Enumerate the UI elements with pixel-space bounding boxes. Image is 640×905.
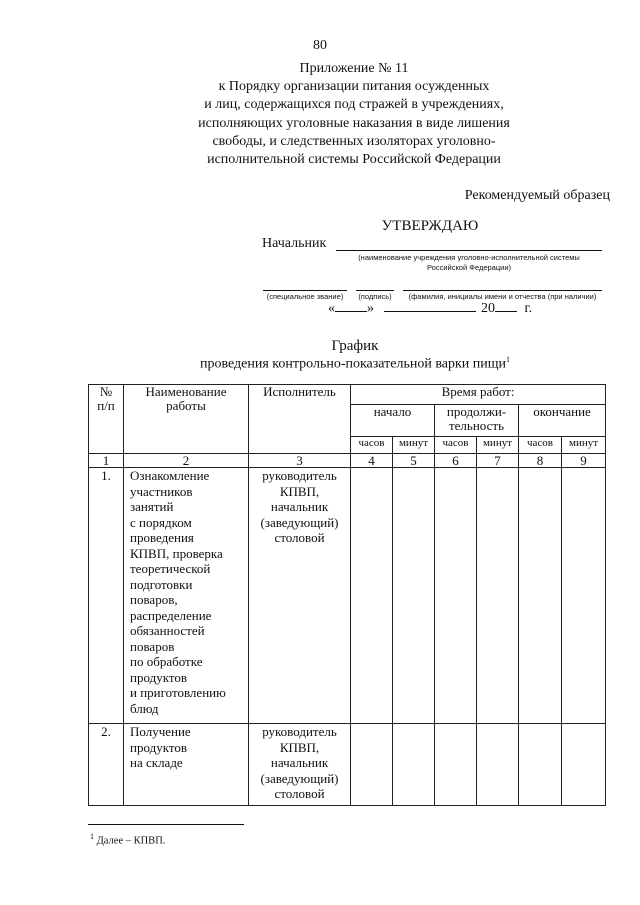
table-row [89,724,606,806]
time-cell [519,468,562,724]
schedule-subtitle: проведения контрольно-показательной варки пищи$^1$ [199,355,511,372]
row-number: 2. [89,724,124,806]
header-duration: продолжи- тельность [435,405,519,437]
header-work-time: Время работ: [351,385,606,405]
time-cell [351,468,393,724]
appendix-header [0,60,640,169]
header-minutes: минут [393,437,435,454]
appendix-line: свободы, и следственных изоляторах уголовно- [212,133,496,149]
appendix-line: исполняющих уголовные наказания в виде лишения [198,115,510,131]
institution-caption: (наименование учреждения уголовно-исполнительной системы Российской Федерации) [358,253,580,272]
column-number: 8 [519,454,562,468]
column-number: 7 [477,454,519,468]
executor-cell: руководитель КПВП, начальник (заведующий) столовой [249,724,351,806]
executor-cell: руководитель КПВП, начальник (заведующий) столовой [249,468,351,724]
time-cell [393,724,435,806]
schedule-title: График [331,338,379,354]
header-num: № п/п [89,385,124,454]
rank-line [263,290,347,291]
row-number: 1. [89,468,124,724]
time-cell [435,724,477,806]
column-number: 3 [249,454,351,468]
time-cell [435,468,477,724]
time-cell [351,724,393,806]
header-start: начало [351,405,435,437]
column-number: 5 [393,454,435,468]
time-cell [562,724,606,806]
header-hours: часов [435,437,477,454]
time-cell [477,724,519,806]
header-hours: часов [351,437,393,454]
header-work-name: Наименование работы [124,385,249,454]
footnote-separator [88,824,244,825]
footnote: $^1$ Далее – КПВП. [90,832,166,847]
approval-date: « » 20 г. [328,301,533,316]
appendix-line: и лиц, содержащихся под стражей в учреждениях, [204,97,504,113]
appendix-line: к Порядку организации питания осужденных [218,79,490,95]
column-number: 2 [124,454,249,468]
time-cell [477,468,519,724]
header-hours: часов [519,437,562,454]
signature-caption: (подпись) [358,292,392,301]
appendix-title: Приложение № 11 [299,61,409,76]
header-executor: Исполнитель [249,385,351,454]
column-number: 4 [351,454,393,468]
time-cell [519,724,562,806]
header-minutes: минут [477,437,519,454]
schedule-table [88,384,606,806]
rank-caption: (специальное звание) [266,292,344,301]
header-minutes: минут [562,437,606,454]
table-row [89,468,606,724]
column-number: 6 [435,454,477,468]
name-line [403,290,602,291]
approval-heading: УТВЕРЖДАЮ [381,218,479,234]
time-cell [393,468,435,724]
signature-line [356,290,394,291]
work-name-cell: Ознакомление участников занятий с порядком проведения КПВП, проверка теоретической подготовки поваров, распределение обязанностей поваров по обработке продуктов и приготовлению блюд [124,468,249,724]
institution-line [336,250,602,251]
chief-label: Начальник [262,236,327,251]
appendix-line: исполнительной системы Российской Федерации [207,151,501,167]
column-number: 1 [89,454,124,468]
header-end: окончание [519,405,606,437]
work-name-cell: Получение продуктов на складе [124,724,249,806]
name-caption: (фамилия, инициалы имени и отчества (при наличии) [408,292,597,301]
recommended-sample-label: Рекомендуемый образец [464,188,610,203]
column-number: 9 [562,454,606,468]
page-number: 80 [313,38,327,53]
time-cell [562,468,606,724]
